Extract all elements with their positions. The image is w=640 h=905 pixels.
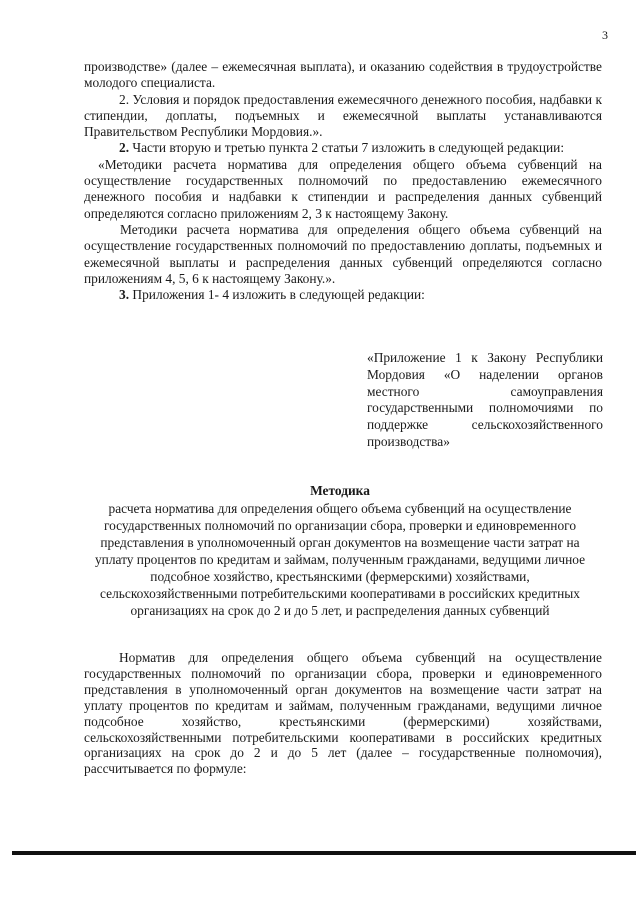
paragraph-2-text: Условия и порядок предоставления ежемесячного денежного пособия, надбавки к стипендии, доплаты, подъемных и ежемесячной выплаты устанавливаются Правительством Республики Мордовия.». <box>84 91 602 140</box>
paragraph-3 <box>84 140 602 156</box>
paragraph-5: Методики расчета норматива для определения общего объема субвенций на осуществление государственных полномочий по предоставлению доплаты, подъемных и ежемесячной выплаты и распределения данных субвенций определяются согласно приложениям 4, 5, 6 к настоящему Закону.». <box>84 221 602 286</box>
paragraph-3-text: Части вторую и третью пункта 2 статьи 7 изложить в следующей редакции: <box>132 140 565 156</box>
paragraph-6 <box>84 287 602 303</box>
paragraph-2 <box>84 92 602 141</box>
page-bottom-rule <box>12 851 636 855</box>
body-text <box>84 59 602 303</box>
paragraph-6-number: 3. <box>119 287 130 303</box>
appendix-header: «Приложение 1 к Закону Республики Мордовия «О наделении органов местного самоуправления государственными полномочиями по поддержке сельскохозяйственного производства» <box>367 350 603 449</box>
page-number: 3 <box>602 28 608 42</box>
paragraph-6-text: Приложения 1- 4 изложить в следующей редакции: <box>132 287 425 303</box>
formula-paragraph <box>84 650 602 777</box>
paragraph-4: «Методики расчета норматива для определения общего объема субвенций на осуществление государственных полномочий по предоставлению ежемесячного денежного пособия и надбавки к стипендии и распределения данных субвенций определяются согласно приложениям 2, 3 к настоящему Закону. <box>84 156 602 221</box>
paragraph-1: производстве» (далее – ежемесячная выплата), и оказанию содействия в трудоустройстве молодого специалиста. <box>84 59 602 91</box>
paragraph-2-number: 2. <box>119 91 130 107</box>
methodology-subtitle: расчета норматива для определения общего объема субвенций на осуществление государственных полномочий по организации сбора, проверки и единовременного представления в уполномоченный орган документов на возмещение части затрат на уплату процентов по кредитам и займам, полученным гражданами, ведущими личное подсобное хозяйство, крестьянскими (фермерскими) хозяйствами, сельскохозяйственными потребительскими кооперативами в российских кредитных организациях на срок до 2 и до 5 лет, и распределения данных субвенций <box>94 501 586 618</box>
formula-paragraph-text: Норматив для определения общего объема субвенций на осуществление государственных полномочий по организации сбора, проверки и единовременного представления в уполномоченный орган документов на возмещение части затрат на уплату процентов по кредитам и займам, полученным гражданами, ведущими личное подсобное хозяйство, крестьянскими (фермерскими) хозяйствами, сельскохозяйственными потребительскими кооперативами в российских кредитных организациях на срок до 2 и до 5 лет (далее – государственные полномочия), рассчитывается по формуле: <box>84 650 602 777</box>
methodology-title: Методика <box>310 483 370 498</box>
paragraph-3-number: 2. <box>119 140 130 156</box>
